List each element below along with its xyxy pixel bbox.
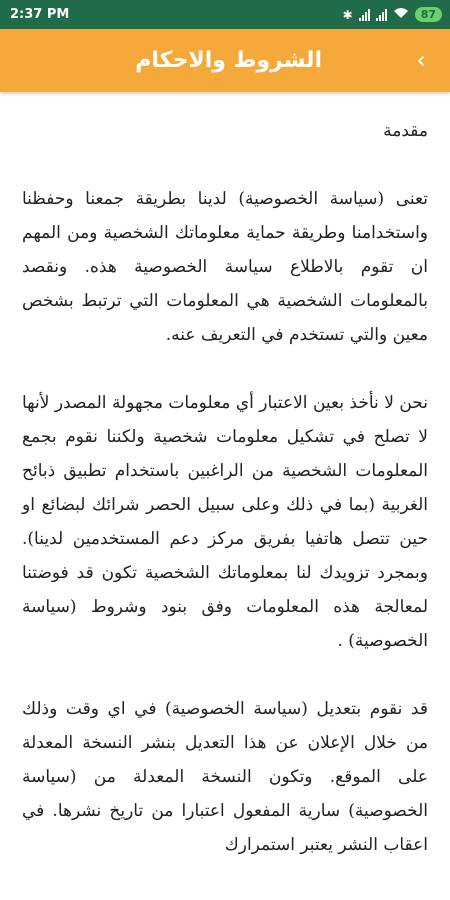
- bluetooth-icon: ✱: [342, 7, 353, 22]
- wifi-icon: [393, 7, 409, 22]
- page-title: الشروط والاحكام: [135, 48, 322, 73]
- paragraph: نحن لا نأخذ بعين الاعتبار أي معلومات مجهولة المصدر لأنها لا تصلح في تشكيل معلومات شخصية ولكننا نقوم بجمع المعلومات الشخصية من الراغبين باستخدام تطبيق ذبائح الغربية (بما في ذلك وعلى سبيل الحصر شرائك لبضائع او حين تتصل هاتفيا بفريق مركز دعم المستخدمين لدينا). وبمجرد تزويدك لنا بمعلوماتك الشخصية تكون قد فوضتنا لمعالجة هذه المعلومات وفق بنود وشروط (سياسة الخصوصية) .: [22, 393, 428, 651]
- battery-icon: 87: [415, 7, 442, 22]
- back-chevron-icon[interactable]: ‹: [416, 46, 426, 74]
- status-bar: [0, 0, 450, 29]
- status-time: 2:37 PM: [10, 7, 70, 22]
- section-heading: مقدمة: [383, 121, 428, 141]
- app-bar: [0, 29, 450, 92]
- status-icons: [343, 7, 442, 22]
- terms-content[interactable]: [0, 92, 450, 900]
- paragraph: تعنى (سياسة الخصوصية) لدينا بطريقة جمعنا وحفظنا واستخدامنا وطريقة حماية معلوماتك الشخصية ومن المهم ان تقوم بالاطلاع سياسة الخصوصية هذه. ونقصد بالمعلومات الشخصية هي المعلومات التي ترتبط بشخص معين والتي تستخدم في التعريف عنه.: [22, 189, 428, 345]
- signal-icon: [376, 9, 387, 21]
- paragraph: قد نقوم بتعديل (سياسة الخصوصية) في اي وقت وذلك من خلال الإعلان عن هذا التعديل بنشر النسخة المعدلة على الموقع. وتكون النسخة المعدلة من (سياسة الخصوصية) سارية المفعول اعتبارا من تاريخ نشرها. في اعقاب النشر يعتبر استمرارك: [22, 699, 428, 855]
- signal-icon: [359, 9, 370, 21]
